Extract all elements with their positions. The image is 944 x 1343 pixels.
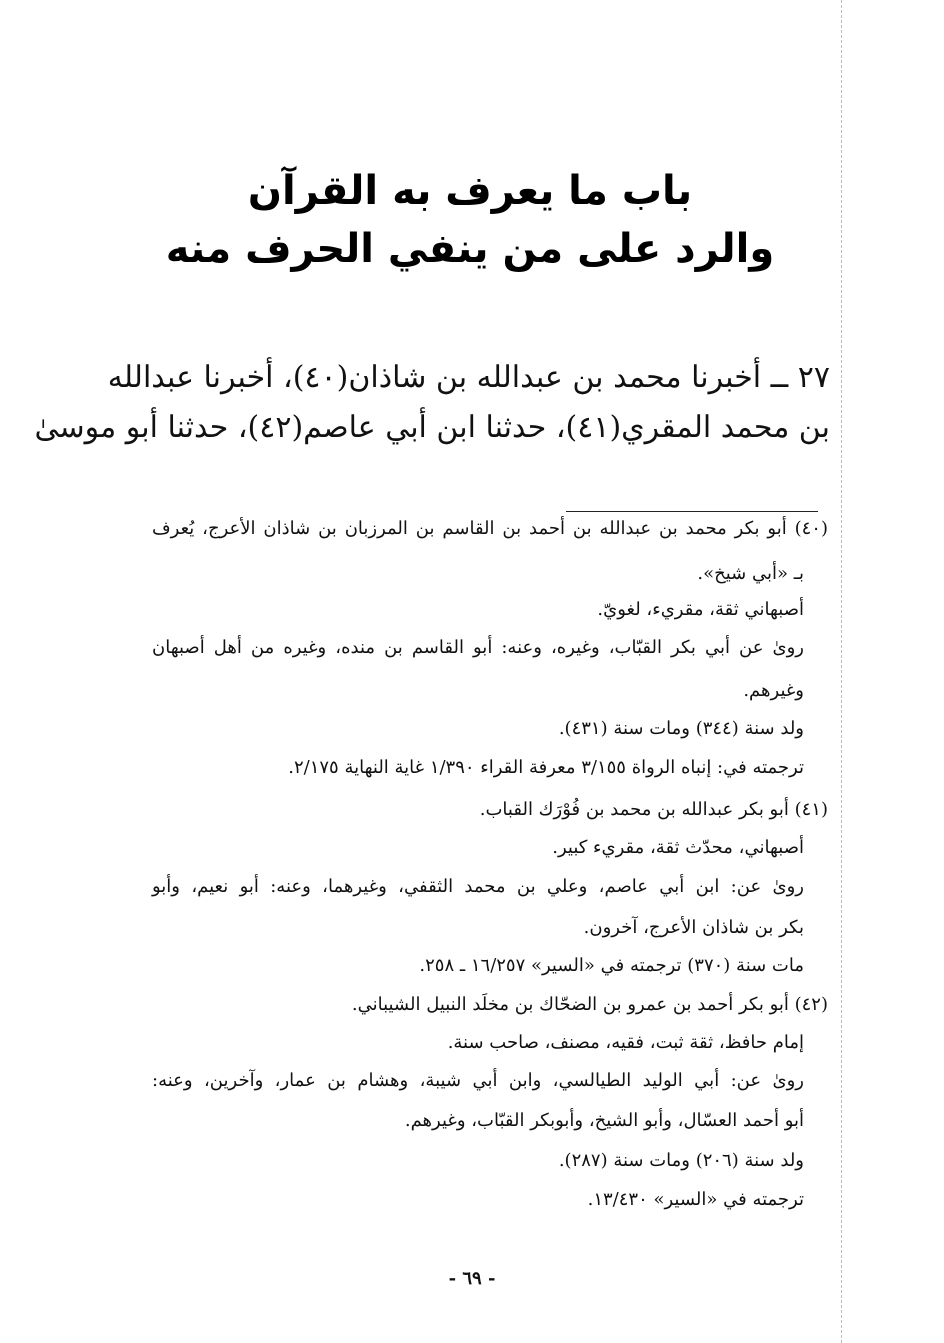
footnote-41-line-1: (٤١) أبو بكر عبدالله بن محمد بن فُوْرَك القباب. <box>479 799 828 820</box>
footnote-40-line-7: ترجمته في: إنباه الرواة ٣/١٥٥ معرفة القراء ١/٣٩٠ غاية النهاية ٢/١٧٥. <box>288 757 804 778</box>
footnote-41-line-5: مات سنة (٣٧٠) ترجمته في «السير» ١٦/٢٥٧ ـ ٢٥٨. <box>419 955 804 976</box>
body-text-line-1: ٢٧ ــ أخبرنا محمد بن عبدالله بن شاذان(٤٠)، أخبرنا عبدالله <box>107 360 830 395</box>
footnote-41-line-3: روىٰ عن: ابن أبي عاصم، وعلي بن محمد الثقفي، وغيرهما، وعنه: أبو نعيم، وأبو <box>152 876 804 897</box>
footnote-41-line-4: بكر بن شاذان الأعرج، آخرون. <box>583 917 804 938</box>
footnote-40-line-3: أصبهاني ثقة، مقريء، لغويّ. <box>597 599 804 620</box>
page-number: - ٦٩ - <box>448 1268 496 1289</box>
chapter-title-line-2: والرد على من ينفي الحرف منه <box>165 226 775 272</box>
footnote-42-line-5: ولد سنة (٢٠٦) ومات سنة (٢٨٧). <box>558 1150 804 1171</box>
footnote-42-line-1: (٤٢) أبو بكر أحمد بن عمرو بن الضحّاك بن مخلَد النبيل الشيباني. <box>351 994 828 1015</box>
body-text-line-2: بن محمد المقري(٤١)، حدثنا ابن أبي عاصم(٤٢)، حدثنا أبو موسىٰ <box>34 410 830 445</box>
footnote-40-line-1: (٤٠) أبو بكر محمد بن عبدالله بن أحمد بن القاسم بن المرزبان بن شاذان الأعرج، يُعرف <box>152 518 828 539</box>
footnote-40-line-4: روىٰ عن أبي بكر القبّاب، وغيره، وعنه: أبو القاسم بن منده، وغيره من أهل أصبهان <box>152 637 804 658</box>
footnote-40-line-5: وغيرهم. <box>743 680 804 701</box>
footnote-42-line-2: إمام حافظ، ثقة ثبت، فقيه، مصنف، صاحب سنة. <box>447 1032 804 1053</box>
footnote-42-line-6: ترجمته في «السير» ١٣/٤٣٠. <box>587 1189 804 1210</box>
page-edge-line <box>841 0 842 1343</box>
chapter-title-line-1: باب ما يعرف به القرآن <box>247 168 693 214</box>
footnote-42-line-3: روىٰ عن: أبي الوليد الطيالسي، وابن أبي شيبة، وهشام بن عمار، وآخرين، وعنه: <box>152 1070 804 1091</box>
footnote-42-line-4: أبو أحمد العسّال، وأبو الشيخ، وأبوبكر القبّاب، وغيرهم. <box>404 1110 804 1131</box>
footnote-40-line-6: ولد سنة (٣٤٤) ومات سنة (٤٣١). <box>558 718 804 739</box>
footnote-separator <box>566 511 818 512</box>
footnote-41-line-2: أصبهاني، محدّث ثقة، مقريء كبير. <box>552 837 804 858</box>
footnote-40-line-2: بـ «أبي شيخ». <box>697 563 804 584</box>
